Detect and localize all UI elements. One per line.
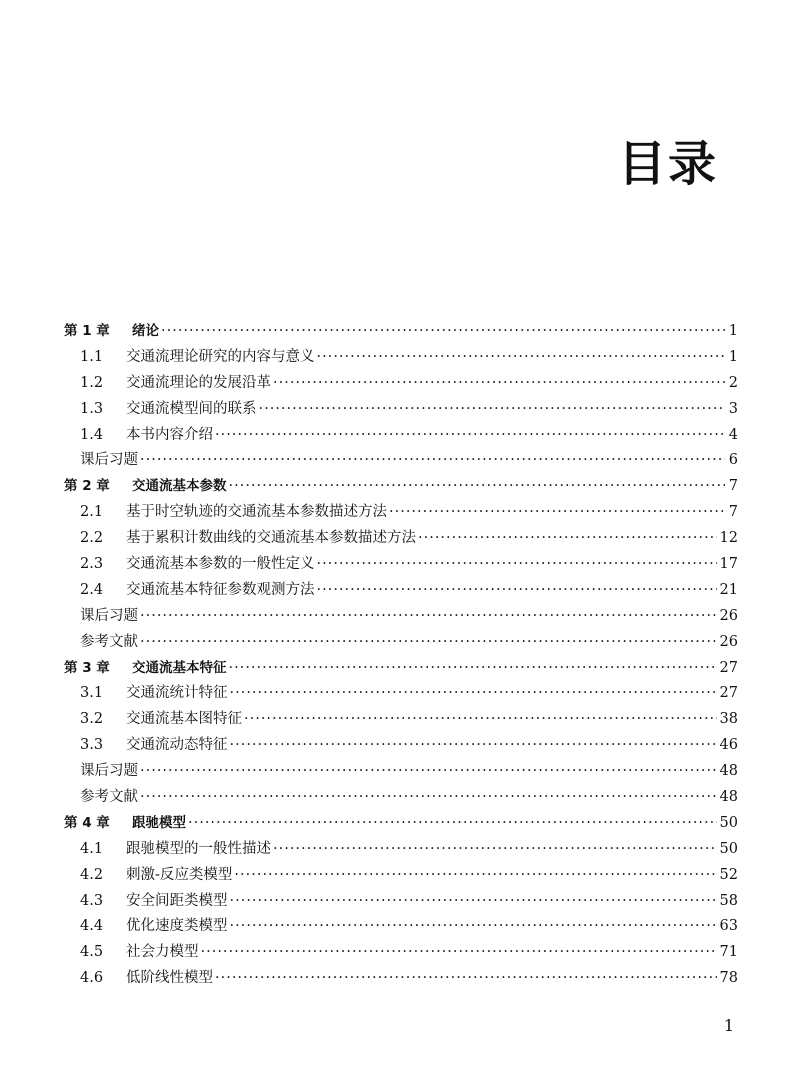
toc-entry-title: 交通流理论的发展沿革	[126, 374, 271, 391]
toc-entry-section[interactable]	[64, 733, 738, 759]
toc-entry-section[interactable]	[64, 526, 738, 552]
toc-entry-page: 63	[719, 918, 738, 935]
toc-entry-title: 交通流模型间的联系	[126, 400, 257, 417]
toc-entry-page: 58	[719, 892, 738, 909]
toc-entry-title: 绪论	[132, 323, 159, 339]
toc-entry-extra[interactable]	[64, 448, 738, 474]
toc-entry-number: 2.3	[80, 556, 104, 573]
dot-leader	[234, 867, 716, 883]
toc-entry-title: 优化速度类模型	[126, 918, 228, 935]
toc-entry-number: 4.5	[80, 944, 104, 961]
toc-entry-number: 第 1 章	[64, 323, 110, 339]
toc-entry-section[interactable]	[64, 707, 738, 733]
toc-entry-title: 课后习题	[80, 452, 138, 469]
dot-leader	[389, 504, 725, 520]
dot-leader	[201, 944, 717, 960]
toc-entry-chapter[interactable]	[64, 474, 738, 500]
toc-entry-page: 38	[719, 711, 738, 728]
toc-entry-section[interactable]	[64, 889, 738, 915]
dot-leader	[273, 841, 717, 857]
toc-entry-number: 1.4	[80, 426, 104, 443]
dot-leader	[229, 478, 726, 494]
toc-entry-page: 6	[728, 452, 738, 469]
toc-entry-page: 7	[728, 504, 738, 521]
toc-entry-page: 26	[719, 607, 738, 624]
toc-entry-title: 参考文献	[80, 633, 138, 650]
toc-entry-section[interactable]	[64, 863, 738, 889]
toc-entry-section[interactable]	[64, 914, 738, 940]
toc-entry-page: 21	[719, 581, 738, 598]
toc-entry-number: 4.2	[80, 866, 104, 883]
toc-entry-number: 第 3 章	[64, 659, 110, 676]
toc-entry-number: 4.4	[80, 918, 104, 935]
toc-entry-extra[interactable]	[64, 759, 738, 785]
toc-entry-title: 社会力模型	[126, 944, 199, 961]
dot-leader	[273, 375, 725, 391]
toc-entry-number: 第 4 章	[64, 814, 110, 831]
dot-leader	[140, 608, 717, 624]
toc-entry-title: 参考文献	[80, 789, 138, 806]
toc-entry-number: 3.2	[80, 711, 104, 728]
toc-entry-page: 48	[719, 789, 738, 806]
dot-leader	[317, 582, 717, 598]
dot-leader	[215, 427, 725, 443]
dot-leader	[230, 737, 717, 753]
table-of-contents	[64, 319, 738, 992]
toc-entry-number: 3.1	[80, 685, 104, 702]
toc-entry-page: 7	[728, 478, 738, 495]
dot-leader	[230, 685, 717, 701]
toc-entry-number: 1.3	[80, 400, 104, 417]
toc-entry-page: 12	[719, 530, 738, 547]
toc-entry-number: 第 2 章	[64, 478, 110, 495]
toc-entry-section[interactable]	[64, 966, 738, 992]
toc-entry-page: 1	[728, 348, 738, 365]
toc-entry-title: 交通流基本特征	[132, 659, 227, 676]
dot-leader	[317, 556, 717, 572]
dot-leader	[140, 634, 717, 650]
dot-leader	[317, 349, 726, 365]
toc-entry-page: 52	[719, 866, 738, 883]
toc-entry-section[interactable]	[64, 345, 738, 371]
toc-entry-title: 本书内容介绍	[126, 426, 213, 443]
dot-leader	[230, 918, 717, 934]
toc-entry-number: 1.2	[80, 374, 104, 391]
toc-entry-title: 交通流基本参数	[132, 478, 227, 495]
toc-entry-chapter[interactable]	[64, 319, 738, 345]
toc-entry-extra[interactable]	[64, 785, 738, 811]
toc-entry-page: 2	[728, 374, 738, 391]
toc-entry-page: 1	[728, 323, 738, 339]
toc-entry-section[interactable]	[64, 371, 738, 397]
toc-entry-page: 27	[719, 685, 738, 702]
toc-entry-number: 1.1	[80, 348, 104, 365]
toc-entry-page: 50	[719, 814, 738, 831]
page-number: 1	[723, 1016, 734, 1035]
page-title: 目录	[617, 136, 718, 192]
toc-entry-number: 4.1	[80, 840, 104, 857]
toc-entry-chapter[interactable]	[64, 656, 738, 682]
toc-entry-section[interactable]	[64, 552, 738, 578]
toc-entry-section[interactable]	[64, 397, 738, 423]
toc-entry-title: 交通流统计特征	[126, 685, 228, 702]
toc-entry-number: 2.4	[80, 581, 104, 598]
dot-leader	[244, 711, 717, 727]
toc-entry-title: 课后习题	[80, 763, 138, 780]
toc-entry-extra[interactable]	[64, 630, 738, 656]
toc-entry-title: 安全间距类模型	[126, 892, 228, 909]
dot-leader	[215, 970, 717, 986]
toc-entry-title: 交通流基本参数的一般性定义	[126, 556, 315, 573]
toc-entry-chapter[interactable]	[64, 811, 738, 837]
toc-entry-title: 交通流动态特征	[126, 737, 228, 754]
toc-entry-page: 46	[719, 737, 738, 754]
toc-entry-section[interactable]	[64, 940, 738, 966]
toc-entry-page: 26	[719, 633, 738, 650]
toc-entry-title: 交通流基本图特征	[126, 711, 242, 728]
toc-entry-page: 71	[719, 944, 738, 961]
toc-entry-page: 17	[719, 556, 738, 573]
toc-entry-number: 2.2	[80, 530, 104, 547]
toc-entry-title: 基于时空轨迹的交通流基本参数描述方法	[126, 504, 387, 521]
toc-entry-page: 78	[719, 970, 738, 987]
toc-entry-page: 48	[719, 763, 738, 780]
toc-entry-section[interactable]	[64, 578, 738, 604]
toc-entry-number: 4.6	[80, 970, 104, 987]
toc-entry-title: 跟驰模型的一般性描述	[126, 840, 271, 857]
toc-entry-title: 低阶线性模型	[126, 970, 213, 987]
toc-entry-number: 2.1	[80, 504, 104, 521]
dot-leader	[259, 401, 726, 417]
toc-entry-title: 基于累积计数曲线的交通流基本参数描述方法	[126, 530, 416, 547]
toc-entry-page: 3	[728, 400, 738, 417]
toc-entry-title: 课后习题	[80, 607, 138, 624]
dot-leader	[140, 763, 717, 779]
toc-entry-title: 跟驰模型	[132, 814, 186, 831]
toc-entry-title: 交通流理论研究的内容与意义	[126, 348, 315, 365]
toc-entry-section[interactable]	[64, 681, 738, 707]
toc-entry-page: 27	[719, 659, 738, 676]
toc-entry-title: 刺激-反应类模型	[126, 866, 233, 883]
toc-entry-section[interactable]	[64, 423, 738, 449]
toc-entry-extra[interactable]	[64, 604, 738, 630]
toc-entry-title: 交通流基本特征参数观测方法	[126, 581, 315, 598]
dot-leader	[230, 893, 717, 909]
dot-leader	[161, 323, 725, 339]
dot-leader	[140, 789, 717, 805]
dot-leader	[418, 530, 717, 546]
toc-entry-number: 3.3	[80, 737, 104, 754]
dot-leader	[188, 815, 717, 831]
toc-entry-page: 50	[719, 840, 738, 857]
dot-leader	[140, 452, 725, 468]
toc-entry-page: 4	[728, 426, 738, 443]
toc-entry-section[interactable]	[64, 500, 738, 526]
toc-entry-number: 4.3	[80, 892, 104, 909]
toc-entry-section[interactable]	[64, 837, 738, 863]
dot-leader	[229, 660, 717, 676]
